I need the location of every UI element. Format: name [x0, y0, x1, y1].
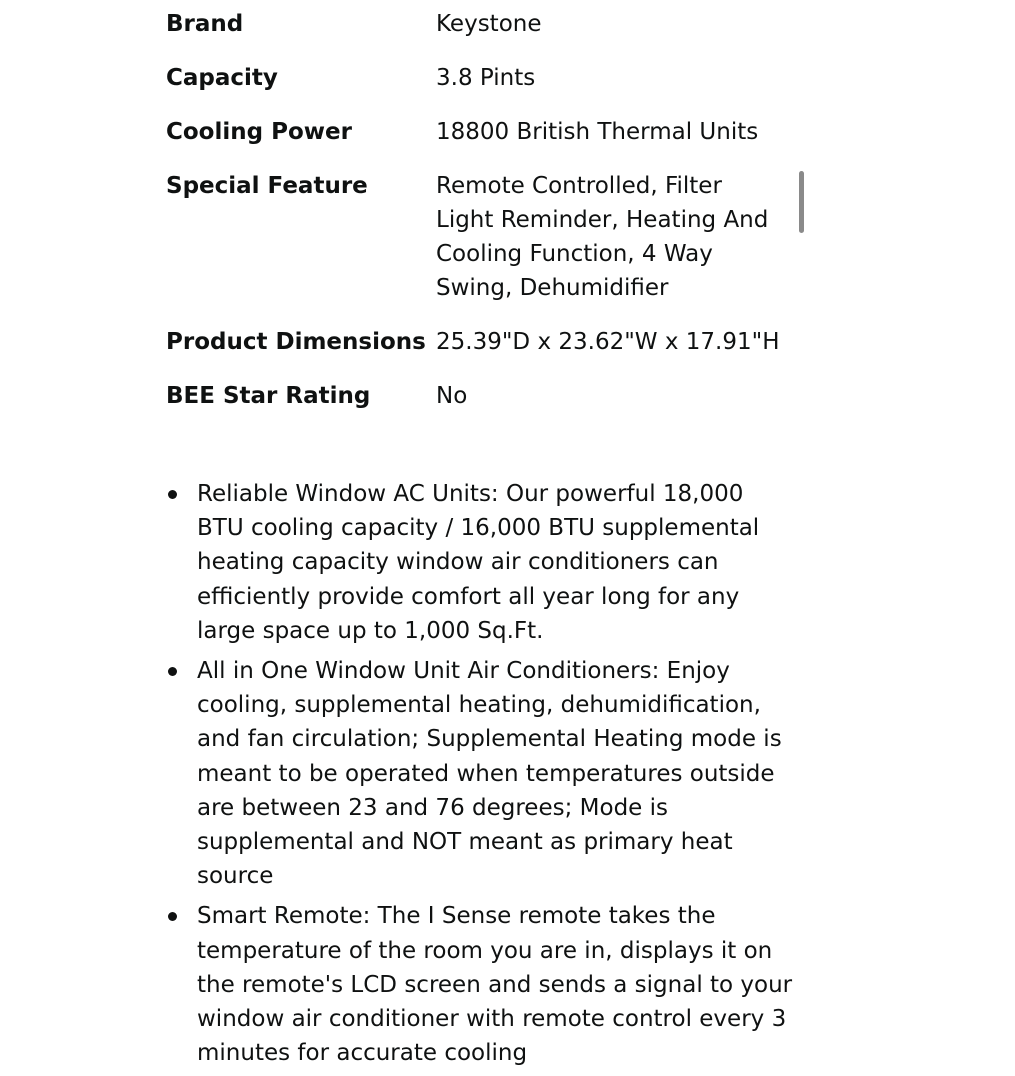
spec-value: No: [436, 383, 468, 409]
spec-label: BEE Star Rating: [166, 383, 371, 409]
feature-bullet-list: [166, 477, 796, 1076]
bullet-dot-icon: [168, 667, 177, 676]
spec-label: Product Dimensions: [166, 329, 426, 355]
spec-row-brand: [166, 7, 806, 41]
spec-label: Cooling Power: [166, 119, 352, 145]
spec-label: Brand: [166, 11, 244, 37]
spec-value: 25.39"D x 23.62"W x 17.91"H: [436, 329, 780, 355]
feature-bullet: [166, 477, 796, 648]
spec-value: Remote Controlled, Filter Light Reminder, Heating And Cooling Function, 4 Way Swing, Dehumidifier: [436, 173, 769, 301]
feature-bullet: [166, 899, 796, 1070]
spec-row-capacity: [166, 61, 806, 95]
spec-row-special-feature: [166, 169, 806, 305]
bullet-dot-icon: [168, 490, 177, 499]
spec-value: Keystone: [436, 11, 542, 37]
spec-label: Special Feature: [166, 173, 368, 199]
feature-bullet-text: Reliable Window AC Units: Our powerful 18,000 BTU cooling capacity / 16,000 BTU supplemental heating capacity window air conditioners can efficiently provide comfort all year long for any large space up to 1,000 Sq.Ft.: [197, 481, 760, 644]
bullet-dot-icon: [168, 912, 177, 921]
spec-value: 18800 British Thermal Units: [436, 119, 759, 145]
feature-bullet-text: All in One Window Unit Air Conditioners: Enjoy cooling, supplemental heating, dehumidification, and fan circulation; Supplemental Heating mode is meant to be operated when temperatures outside are between 23 and 76 degrees; Mode is supplemental and NOT meant as primary heat source: [197, 658, 782, 890]
scrollbar-thumb[interactable]: [799, 171, 804, 233]
spec-row-product-dimensions: [166, 325, 806, 359]
product-specs-table: [166, 7, 806, 433]
feature-bullet: [166, 654, 796, 893]
feature-bullet-text: Smart Remote: The I Sense remote takes the temperature of the room you are in, displays it on the remote's LCD screen and sends a signal to your window air conditioner with remote control every 3 minutes for accurate cooling: [197, 903, 793, 1067]
spec-value: 3.8 Pints: [436, 65, 536, 91]
spec-row-bee-star-rating: [166, 379, 806, 413]
spec-row-cooling-power: [166, 115, 806, 149]
spec-label: Capacity: [166, 65, 278, 91]
